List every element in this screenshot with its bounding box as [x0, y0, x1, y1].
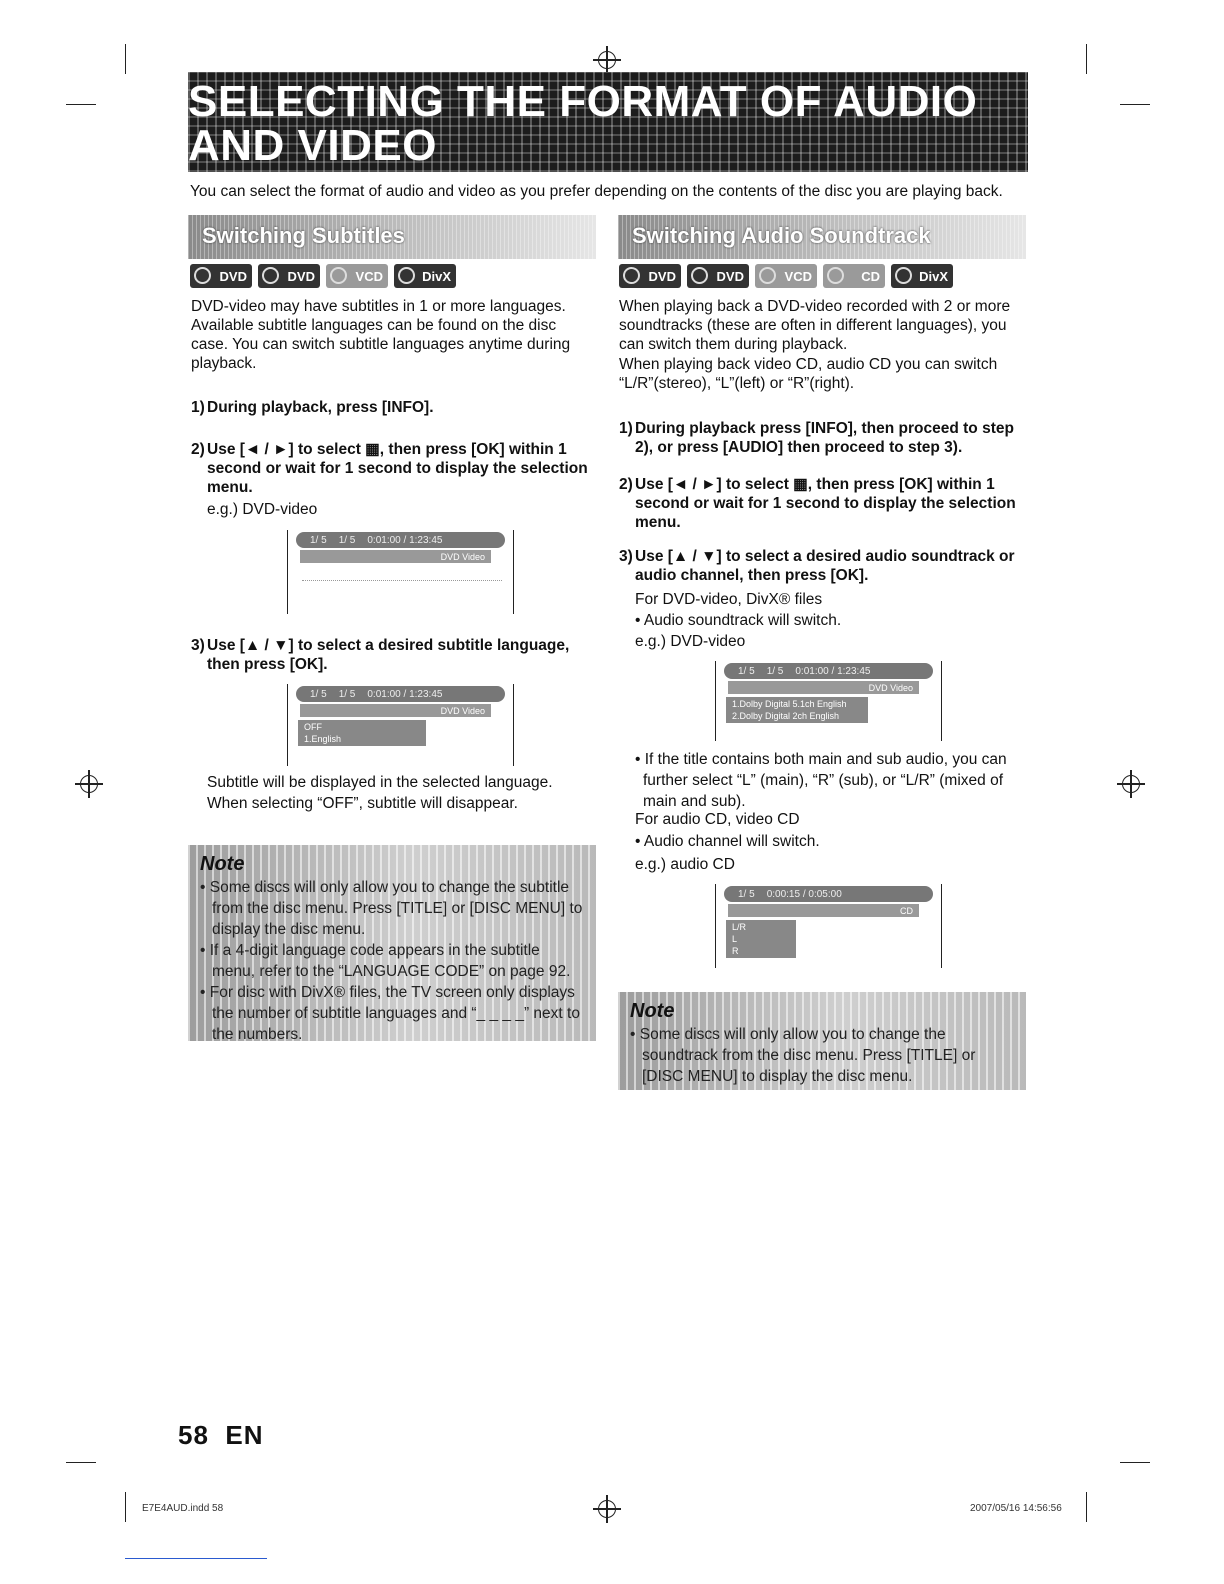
page-number: 58 EN	[178, 1420, 264, 1450]
note-item: • Some discs will only allow you to change the soundtrack from the disc menu. Press [TITLE] or [DISC MENU] to display the disc menu.	[630, 1026, 976, 1085]
registration-mark-icon	[80, 775, 98, 793]
note-box-audio	[618, 992, 1026, 1090]
footer-filename: E7E4AUD.indd 58	[142, 1503, 224, 1514]
crop-mark	[1086, 44, 1087, 74]
crop-mark	[125, 1492, 126, 1522]
disc-icon	[759, 267, 776, 284]
disc-icon	[623, 267, 640, 284]
cd-badge: CD	[823, 264, 885, 288]
osd-dotted-line	[302, 580, 502, 581]
vcd-badge: VCD	[326, 264, 388, 288]
osd-info-bar: 1/ 5 0:00:15 / 0:05:00	[724, 886, 933, 902]
section-heading-audio: Switching Audio Soundtrack	[618, 215, 1026, 259]
registration-mark-icon	[1122, 775, 1140, 793]
dvd-rdl-badge: DVD	[687, 264, 749, 288]
note-item: • For disc with DivX® files, the TV screen only displays the number of subtitle languages and “_ _ _ _” next to the numbers.	[200, 984, 580, 1043]
audio-step-1: 1) During playback press [INFO], then proceed to step 2), or press [AUDIO] then proceed to step 3).	[619, 420, 1014, 456]
divx-badge: DivX	[394, 264, 456, 288]
osd-screen-audio-dvd	[715, 661, 942, 741]
disc-badges-subtitles	[190, 264, 456, 288]
osd-icon-bar: DVD Video	[300, 550, 491, 563]
disc-icon	[194, 267, 211, 284]
disc-badges-audio	[619, 264, 953, 288]
note-box-subtitles	[188, 845, 596, 1041]
osd-screen-subtitle-menu	[287, 684, 514, 766]
osd-info-bar: 1/ 5 1/ 5 0:01:00 / 1:23:45	[724, 663, 933, 679]
divider	[125, 1558, 267, 1559]
osd-menu-item: R	[732, 946, 739, 956]
audio-dvd-label: For DVD-video, DivX® files	[635, 591, 823, 608]
crop-mark	[1120, 104, 1150, 105]
note-heading: Note	[200, 853, 245, 875]
page-title: SELECTING THE FORMAT OF AUDIO AND VIDEO	[188, 77, 978, 170]
osd-subtitle-menu	[298, 720, 426, 746]
intro-text: You can select the format of audio and video as you prefer depending on the contents of the disc you are playing back.	[190, 183, 1003, 200]
audio-description-2: When playing back video CD, audio CD you can switch “L/R”(stereo), “L”(left) or “R”(right).	[619, 356, 998, 392]
audio-cd-bullet: • Audio channel will switch.	[635, 833, 820, 850]
subtitles-step-1: 1) During playback, press [INFO].	[191, 399, 434, 416]
osd-audio-menu	[726, 697, 868, 723]
audio-dvd-example-label: e.g.) DVD-video	[635, 633, 746, 650]
disc-icon	[262, 267, 279, 284]
note-heading: Note	[630, 1000, 675, 1022]
crop-mark	[66, 1462, 96, 1463]
vcd-badge: VCD	[755, 264, 817, 288]
osd-menu-item: L	[732, 934, 738, 944]
crop-mark	[1086, 1492, 1087, 1522]
osd-screen-subtitle-bar	[287, 530, 514, 614]
osd-channel-menu	[726, 920, 796, 958]
osd-menu-item: 1.Dolby Digital 5.1ch English	[732, 699, 847, 709]
audio-step-2: 2) Use [◄ / ►] to select ▦, then press [OK] within 1 second or wait for 1 second to display the selection menu.	[619, 476, 1016, 531]
page-title-banner	[188, 72, 1028, 172]
subtitles-step-3: 3) Use [▲ / ▼] to select a desired subtitle language, then press [OK].	[191, 637, 570, 673]
osd-menu-item: L/R	[732, 922, 747, 932]
audio-main-sub-note: • If the title contains both main and sub audio, you can further select “L” (main), “R” (sub), or “L/R” (mixed of main and sub).	[635, 751, 1007, 810]
disc-icon	[827, 267, 844, 284]
subtitles-description: DVD-video may have subtitles in 1 or more languages. Available subtitle languages can be found on the disc case. You can switch subtitle languages anytime during playback.	[191, 298, 571, 372]
crop-mark	[66, 104, 96, 105]
osd-screen-audio-cd	[715, 884, 942, 968]
section-heading-subtitles: Switching Subtitles	[188, 215, 596, 259]
disc-icon	[691, 267, 708, 284]
dvd-rdl-badge: DVD	[258, 264, 320, 288]
osd-menu-item: 2.Dolby Digital 2ch English	[732, 711, 840, 721]
divx-badge: DivX	[891, 264, 953, 288]
crop-mark	[1120, 1462, 1150, 1463]
footer-datetime: 2007/05/16 14:56:56	[970, 1503, 1062, 1514]
osd-icon-bar: DVD Video	[728, 681, 919, 694]
audio-cd-label: For audio CD, video CD	[635, 811, 800, 828]
audio-step-3: 3) Use [▲ / ▼] to select a desired audio soundtrack or audio channel, then press [OK].	[619, 548, 1015, 584]
registration-mark-icon	[598, 51, 616, 69]
crop-mark	[125, 44, 126, 74]
osd-info-bar: 1/ 5 1/ 5 0:01:00 / 1:23:45	[296, 686, 505, 702]
audio-cd-example-label: e.g.) audio CD	[635, 856, 735, 873]
registration-mark-icon	[598, 1500, 616, 1518]
subtitles-result-text: Subtitle will be displayed in the selected language. When selecting “OFF”, subtitle will disappear.	[207, 774, 553, 812]
osd-icon-bar: DVD Video	[300, 704, 491, 717]
osd-menu-item: 1.English	[304, 734, 342, 744]
subtitles-example-label: e.g.) DVD-video	[207, 501, 318, 518]
osd-info-bar: 1/ 5 1/ 5 0:01:00 / 1:23:45	[296, 532, 505, 548]
disc-icon	[398, 267, 415, 284]
osd-menu-item: OFF	[304, 722, 322, 732]
disc-icon	[895, 267, 912, 284]
dvd-video-badge: DVD	[619, 264, 681, 288]
audio-dvd-bullet: • Audio soundtrack will switch.	[635, 612, 842, 629]
note-item: • Some discs will only allow you to change the subtitle from the disc menu. Press [TITLE] or [DISC MENU] to display the disc menu.	[200, 879, 583, 938]
disc-icon	[330, 267, 347, 284]
osd-icon-bar: CD	[728, 904, 919, 917]
note-item: • If a 4-digit language code appears in the subtitle menu, refer to the “LANGUAGE CODE” on page 92.	[200, 942, 571, 980]
subtitles-step-2: 2) Use [◄ / ►] to select ▦, then press [OK] within 1 second or wait for 1 second to display the selection menu.	[191, 441, 588, 496]
audio-description-1: When playing back a DVD-video recorded with 2 or more soundtracks (these are often in different languages), you can switch them during playback.	[619, 298, 1011, 353]
dvd-video-badge: DVD	[190, 264, 252, 288]
